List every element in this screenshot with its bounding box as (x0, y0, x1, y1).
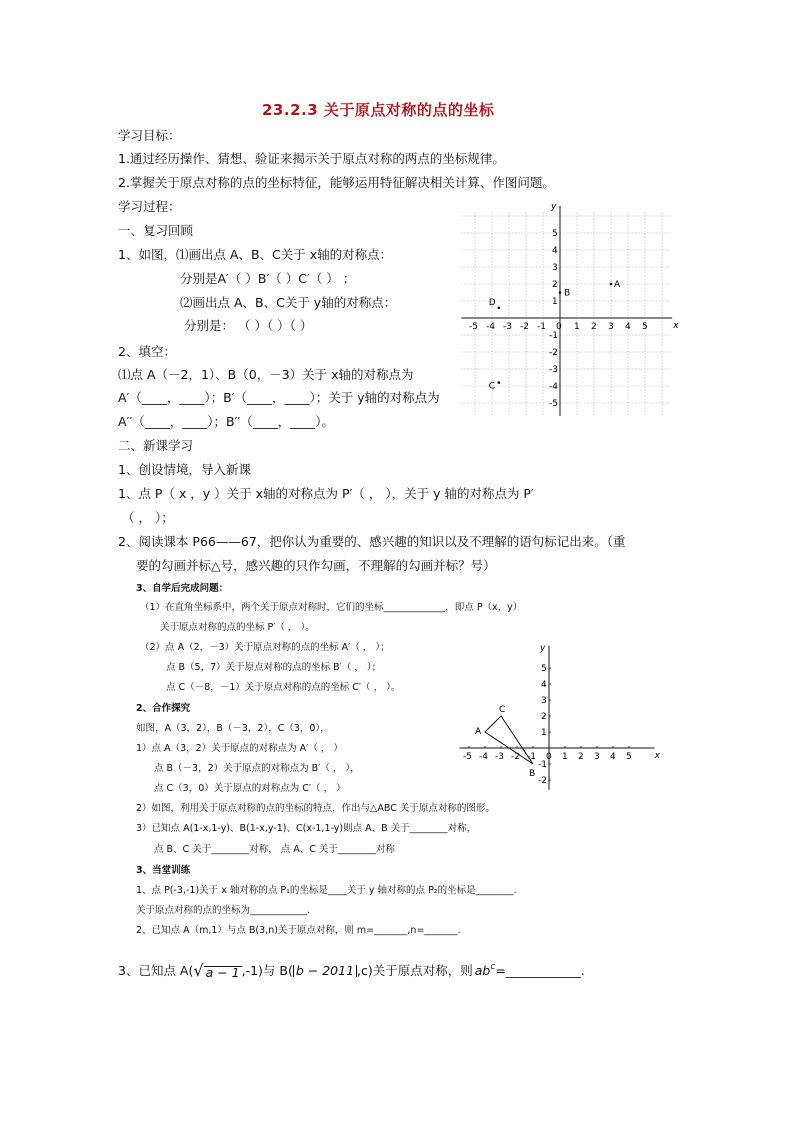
self-study-2b: 点 B（5，7）关于原点对称的点的坐标 B′（ ， ）； (166, 662, 382, 673)
x-tick-label: 2 (578, 752, 584, 762)
practice-1: 1、点 P(-3,-1)关于 x 轴对称的点 P₁的坐标是____关于 y 轴对称的点 P₂的坐标是________. (136, 885, 517, 896)
x-tick-label: -4 (486, 322, 495, 332)
review-heading: 一、复习回顾 (118, 223, 194, 238)
practice-3-tail: =____________. (495, 962, 585, 978)
self-study-1: （1）在直角坐标系中，两个关于原点对称时，它们的坐标_____________，即点 P（x，y） (140, 602, 523, 613)
x-tick-label: 5 (626, 752, 632, 762)
y-tick-label: 2 (552, 280, 558, 290)
point-C (498, 381, 501, 384)
x-tick-label: 4 (625, 322, 631, 332)
point-B (559, 291, 562, 294)
sqrt-expression (193, 963, 241, 979)
x-tick-label: -3 (503, 322, 512, 332)
x-tick-label: 3 (608, 322, 614, 332)
y-tick-label: 3 (552, 263, 558, 273)
sqrt-radicand: a − 1 (205, 964, 240, 980)
self-study-2a: （2）点 A（2，－3）关于原点对称的点的坐标 A′（ ， ）； (140, 642, 390, 653)
x-tick-label: 2 (591, 322, 597, 332)
cooperation-1c: 点 C（3，0）关于原点的对称点为 C′（ ， ） (154, 783, 346, 794)
x-tick-label: -2 (520, 322, 529, 332)
y-axis-label: y (540, 643, 546, 654)
x-tick-label: -5 (463, 752, 472, 762)
x-tick-label: 0 (546, 752, 552, 762)
practice-2: 2、已知点 A（m,1）与点 B(3,n)关于原点对称，则 m=_______,n=_______. (136, 925, 461, 936)
page-title: 23.2.3 关于原点对称的点的坐标 (262, 101, 495, 119)
x-axis-label: x (673, 321, 679, 331)
point-label-A: A (614, 280, 621, 290)
practice-3-end: ,c)关于原点对称，则 (357, 962, 473, 978)
goals-heading: 学习目标： (118, 128, 181, 143)
x-tick-label: 0 (556, 322, 562, 332)
y-tick-label: 5 (552, 229, 558, 239)
cooperation-2: 2）如图，利用关于原点对称的点的坐标的特点，作出与△ABC 关于原点对称的图形。 (136, 803, 495, 814)
reading-task-cont: 要的勾画并标△号，感兴趣的只作勾画，不理解的勾画并标？号） (136, 558, 496, 573)
y-tick-label: 1 (541, 728, 547, 738)
y-tick-label: -4 (549, 382, 558, 392)
cooperation-intro: 如图，A（3，2），B（－3，2），C（3，0）， (136, 723, 330, 734)
coordinate-grid-1 (460, 196, 680, 416)
point-A (610, 283, 613, 286)
y-tick-label: -2 (538, 776, 547, 786)
x-tick-label: -2 (511, 752, 520, 762)
question-2-line-3: A′′（____，____）；B′′（____，____）。 (118, 414, 334, 429)
point-D (498, 307, 501, 310)
point-label-B: B (564, 288, 571, 299)
question-1-answer-2: 分别是： （ ）（ ）（ ） (184, 318, 313, 333)
process-heading: 学习过程： (118, 199, 181, 214)
x-tick-label: -1 (527, 752, 536, 762)
question-2-line-1: ⑴点 A（－2，1）、B（0，－3）关于 x轴的对称点为 (118, 367, 414, 382)
y-tick-label: -2 (549, 348, 558, 358)
y-tick-label: 2 (541, 712, 547, 722)
y-tick-label: 4 (541, 680, 547, 690)
x-axis-label: x (654, 751, 660, 761)
question-1-part-2: ⑵画出点 A、B、C关于 y轴的对称点： (180, 295, 397, 310)
new-lesson-1: 1、创设情境，导入新课 (118, 462, 251, 477)
y-tick-label: -1 (538, 760, 547, 770)
reading-task: 2、阅读课本 P66——67，把你认为重要的、感兴趣的知识以及不理解的语句标记出来。（重 (118, 534, 626, 549)
cooperation-heading: 2、合作探究 (136, 703, 191, 714)
y-axis-label: y (551, 202, 557, 213)
new-lesson-p-cont: （ ， ）； (122, 510, 174, 525)
coordinate-grid-2 (455, 630, 670, 790)
practice-3 (118, 963, 585, 979)
point-label-D: D (488, 297, 496, 308)
practice-3-prefix: 3、已知点 A( (118, 962, 194, 978)
goal-2: 2.掌握关于原点对称的点的坐标特征，能够运用特征解决相关计算、作图问题。 (118, 175, 555, 190)
power-exponent: c (490, 961, 496, 972)
abs-expression: b − 2011 (293, 965, 357, 978)
y-tick-label: -5 (549, 399, 558, 409)
question-2: 2、填空： (118, 344, 176, 359)
practice-1-cont: 关于原点对称的点的坐标为____________. (136, 905, 311, 916)
new-lesson-heading: 二、新课学习 (118, 438, 194, 453)
cooperation-1b: 点 B（－3，2）关于原点的对称点为 B′（ ， ）， (154, 763, 360, 774)
cooperation-3-cont: 点 B、C 关于________对称， 点 A、C 关于________对称 (154, 844, 395, 855)
self-study-heading: 3、自学后完成问题： (136, 583, 229, 594)
y-tick-label: 4 (552, 246, 558, 256)
y-tick-label: 3 (541, 696, 547, 706)
self-study-2c: 点 C（－8，－1）关于原点对称的点的坐标 C′（ ， ）。 (166, 682, 401, 693)
vertex-label-C: C (499, 705, 506, 715)
x-tick-label: -5 (469, 322, 478, 332)
question-2-line-2: A′（____，____）；B′（____，____）；关于 y轴的对称点为 (118, 390, 440, 405)
new-lesson-p: 1、点 P（ x ，y ）关于 x轴的对称点为 P′（ ， ），关于 y 轴的对称点为 P′ (118, 486, 534, 501)
x-tick-label: 4 (610, 752, 616, 762)
self-study-1-cont: 关于原点对称的点的坐标 P′（ ， ）。 (160, 622, 315, 633)
y-tick-label: -3 (549, 365, 558, 375)
x-tick-label: 3 (594, 752, 600, 762)
question-1: 1、如图，⑴画出点 A、B、C关于 x轴的对称点： (118, 247, 393, 262)
y-tick-label: -1 (549, 331, 558, 341)
y-tick-label: 5 (541, 664, 547, 674)
practice-3-mid: ,-1)与 B( (241, 962, 293, 978)
triangle-abc (485, 716, 533, 764)
practice-heading: 3、当堂训练 (136, 865, 191, 876)
vertex-label-A: A (475, 727, 482, 737)
y-tick-label: 1 (552, 297, 558, 307)
x-tick-label: 1 (574, 322, 580, 332)
power-base: ab (474, 962, 491, 978)
x-tick-label: -3 (495, 752, 504, 762)
x-tick-label: -1 (537, 322, 546, 332)
x-tick-label: 1 (562, 752, 568, 762)
point-label-C: C (488, 381, 496, 392)
x-tick-label: -4 (479, 752, 488, 762)
x-tick-label: 5 (642, 322, 648, 332)
cooperation-3: 3）已知点 A(1-x,1-y)、B(1-x,y-1)、C(x-1,1-y)则点 A、B 关于________对称， (136, 823, 477, 834)
goal-1: 1.通过经历操作、猜想、验证来揭示关于原点对称的两点的坐标规律。 (118, 151, 505, 166)
vertex-label-B: B (529, 769, 536, 779)
sqrt-sign-icon: √ (193, 961, 204, 980)
question-1-answer-1: 分别是A′（ ）B′（ ）C′（ ） ； (180, 271, 356, 286)
cooperation-1a: 1）点 A（3，2）关于原点的对称点为 A′（ ， ） (136, 743, 343, 754)
